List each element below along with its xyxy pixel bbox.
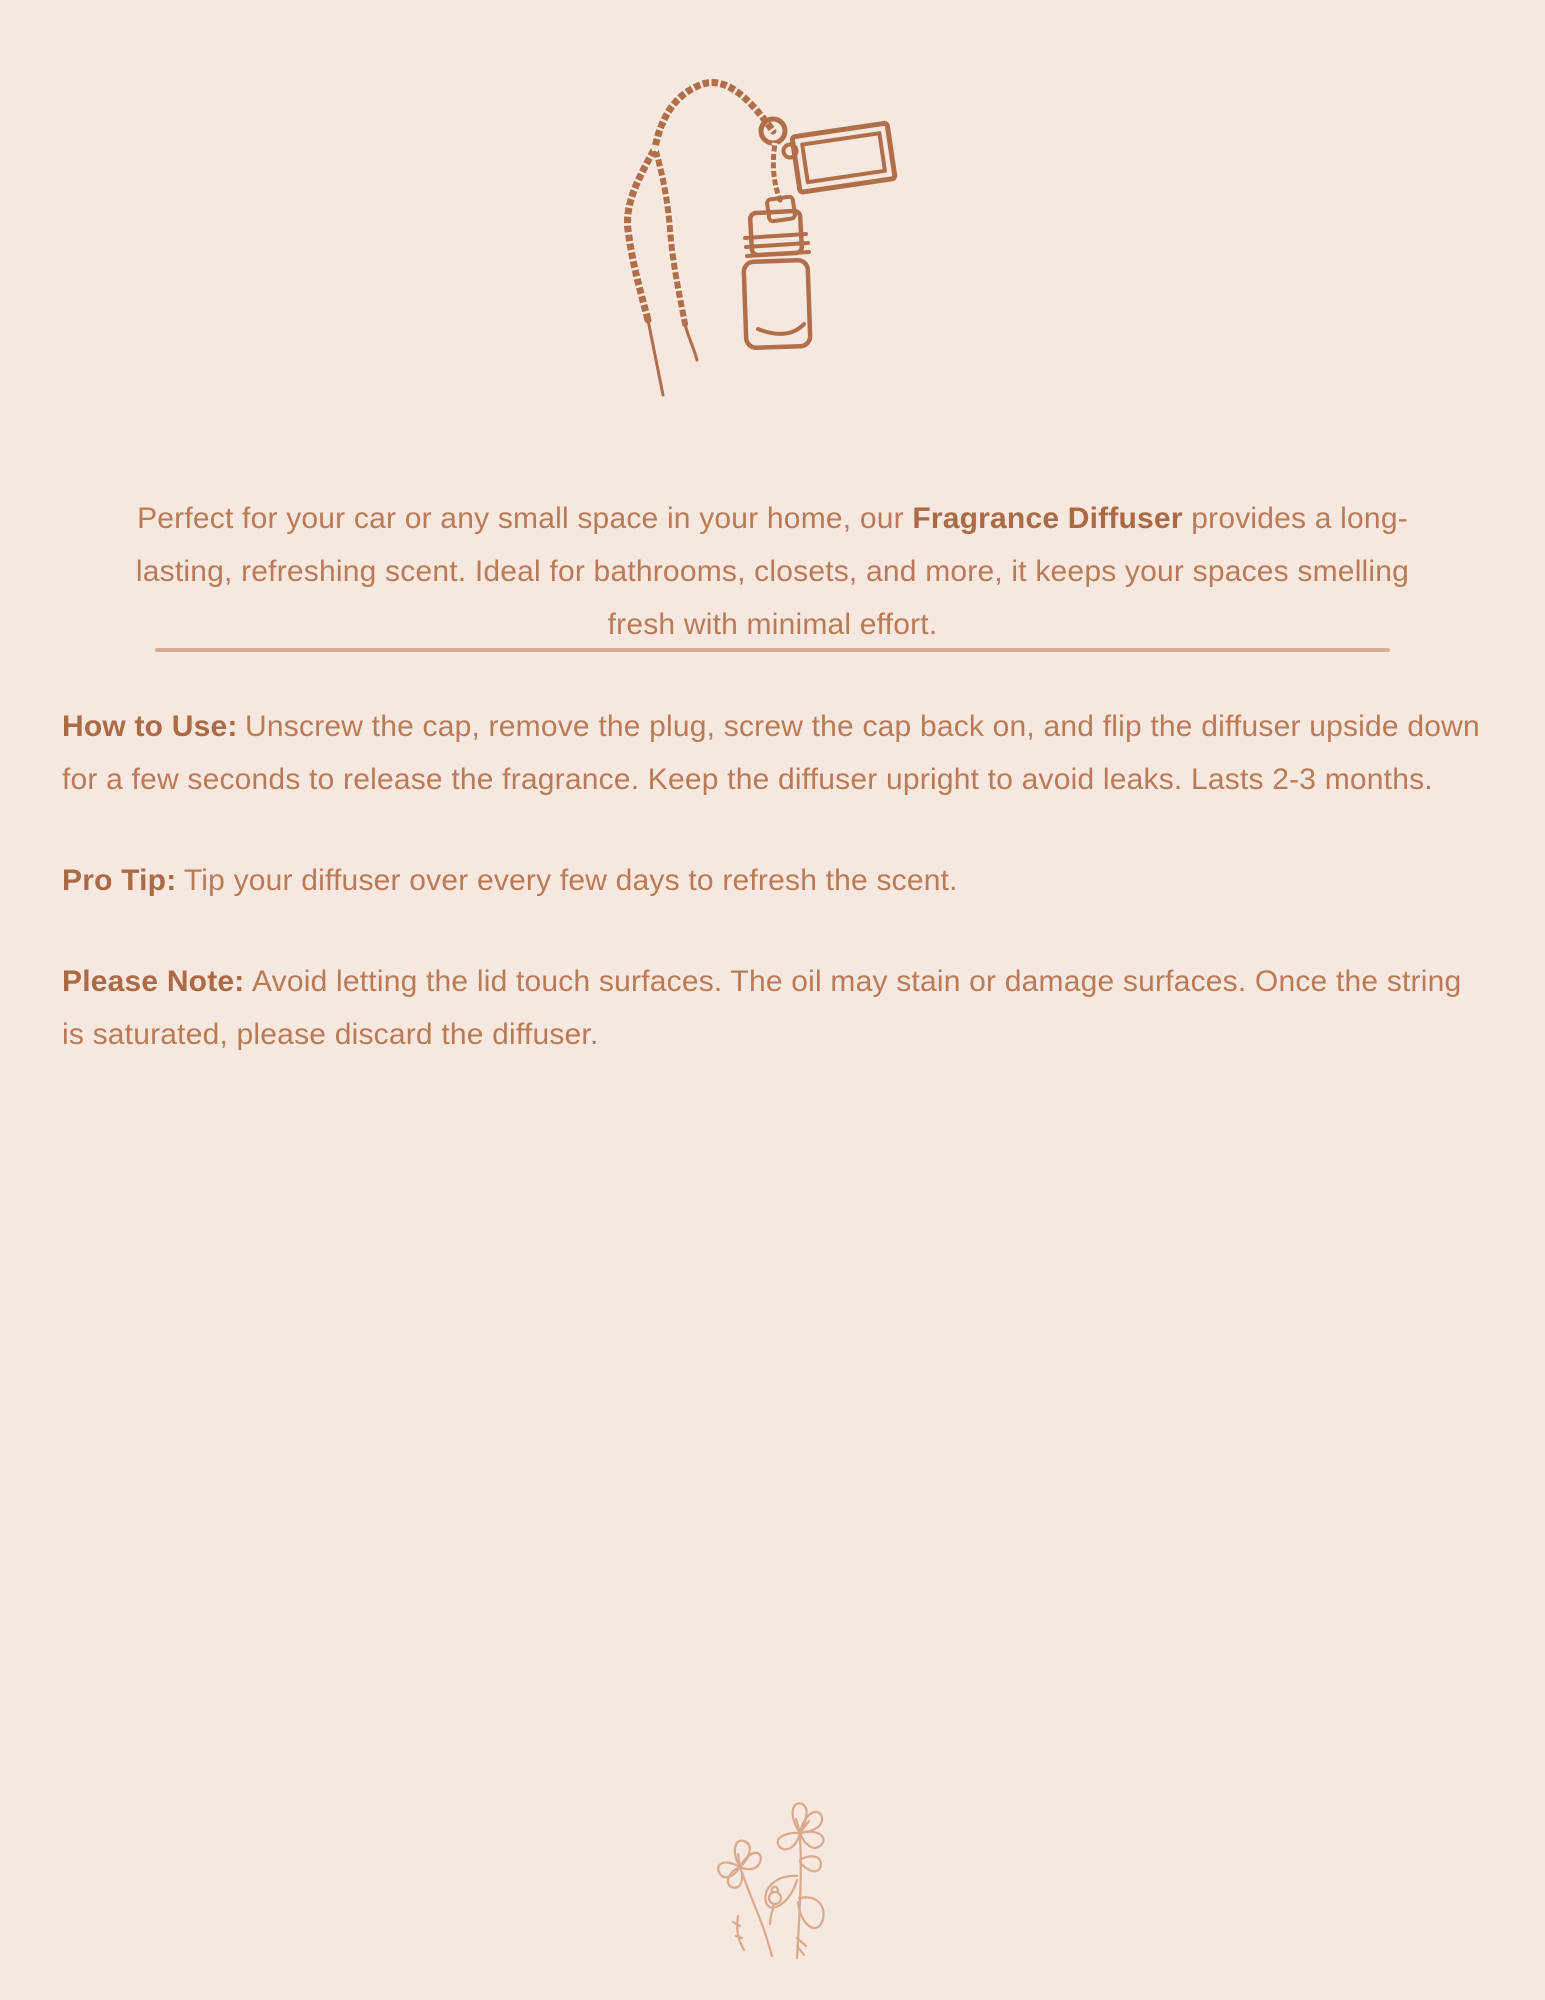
hanging-tag (792, 123, 895, 192)
how-to-use-label: How to Use: (62, 710, 238, 743)
how-to-use-body: Unscrew the cap, remove the plug, screw the cap back on, and flip the diffuser upside down for a few seconds to release the fragrance. Keep the diffuser upright to avoid leaks. Lasts 2-3 months. (62, 710, 1480, 796)
wildflowers-icon (700, 1798, 840, 1966)
diffuser-bottle (744, 196, 811, 348)
please-note-body: Avoid letting the lid touch surfaces. The oil may stain or damage surfaces. Once the string is saturated, please discard the diffuser. (62, 965, 1462, 1051)
section-divider (155, 648, 1390, 652)
pro-tip-body: Tip your diffuser over every few days to refresh the scent. (183, 864, 958, 897)
intro-text-before: Perfect for your car or any small space in your home, our (137, 502, 913, 535)
pro-tip-label: Pro Tip: (62, 864, 177, 897)
instructions (62, 700, 1482, 1109)
diffuser-illustration-svg (612, 52, 912, 402)
diffuser-illustration-icon (612, 52, 912, 402)
product-name: Fragrance Diffuser (912, 502, 1183, 535)
how-to-use-paragraph (62, 700, 1482, 806)
intro-text-after: provides a long-lasting, refreshing scent. Ideal for bathrooms, closets, and more, it keeps your spaces smelling fresh with minimal effort. (135, 502, 1410, 641)
please-note-paragraph (62, 955, 1482, 1061)
tag-cord (773, 143, 780, 200)
left-flower (718, 1841, 772, 1956)
right-flower (765, 1803, 823, 1958)
pro-tip-paragraph (62, 854, 1482, 907)
wildflowers-svg (700, 1798, 840, 1966)
intro-paragraph (100, 492, 1445, 651)
please-note-label: Please Note: (62, 965, 245, 998)
